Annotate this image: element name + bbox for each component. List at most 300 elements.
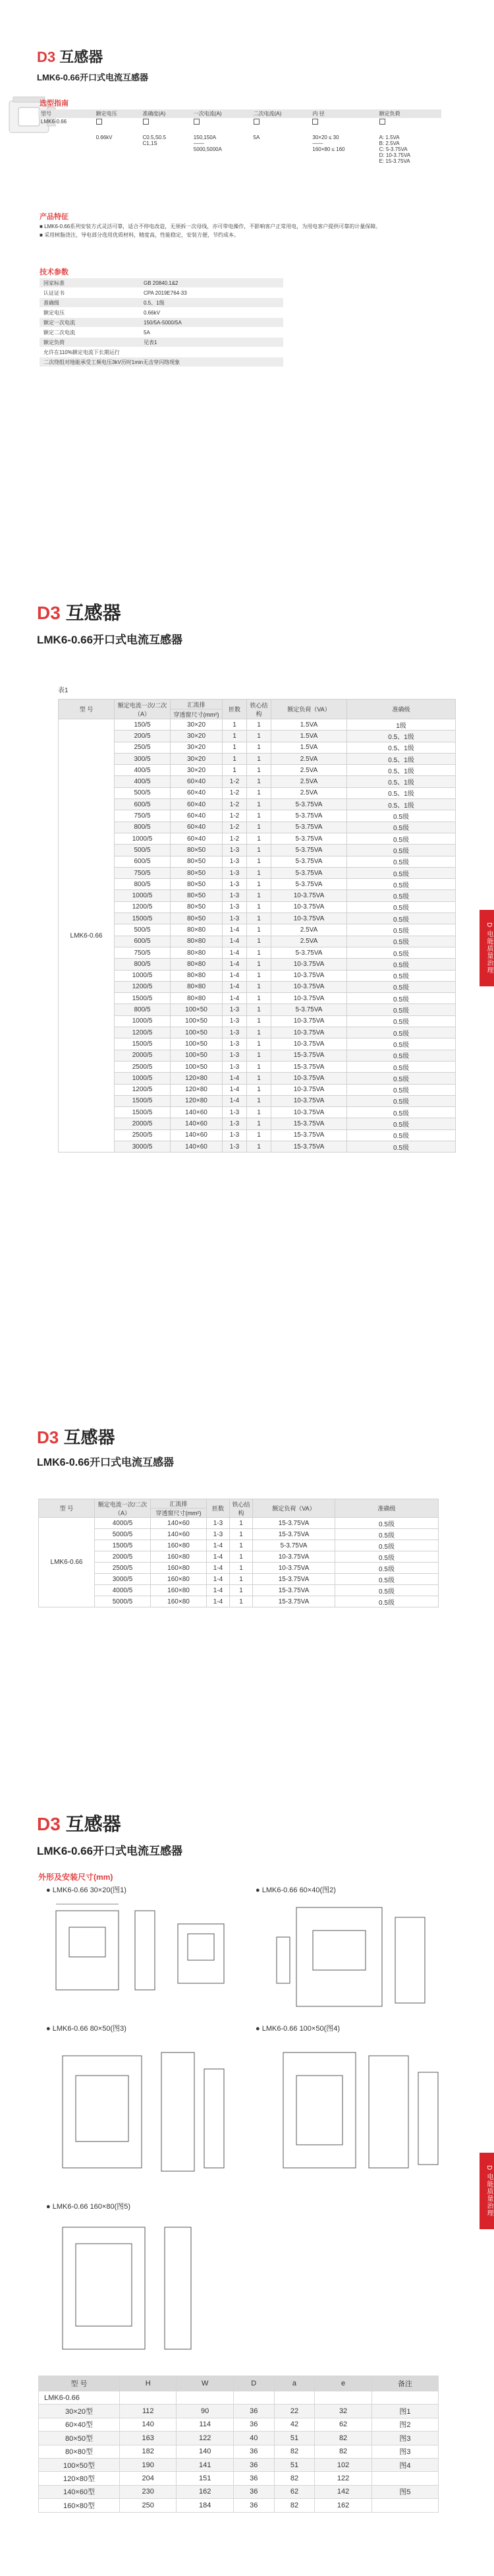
table-cell: 0.5级 bbox=[347, 1129, 456, 1141]
table-cell: 1-4 bbox=[207, 1563, 230, 1574]
checkbox-icon[interactable] bbox=[312, 119, 318, 125]
table-cell: 1-3 bbox=[223, 879, 247, 890]
table-cell: 1 bbox=[247, 1107, 271, 1118]
table-cell: 60×40 bbox=[171, 822, 223, 833]
table-cell: 80×80 bbox=[171, 936, 223, 947]
table-cell: 1-2 bbox=[223, 822, 247, 833]
table-cell: 1 bbox=[247, 731, 271, 742]
sel-header: 内 径 bbox=[310, 109, 376, 118]
sel-voltage: 0.66kV bbox=[96, 135, 113, 141]
sel-load: B: 2.5VA bbox=[379, 140, 400, 147]
table-cell: 15-3.75VA bbox=[271, 1141, 347, 1152]
table-row bbox=[59, 765, 456, 776]
table-cell: 1000/5 bbox=[115, 1073, 171, 1084]
sel-load: D: 10-3.75VA bbox=[379, 152, 411, 159]
features-heading: 产品特征 bbox=[40, 213, 69, 221]
table-cell: 1 bbox=[247, 879, 271, 890]
table-row bbox=[39, 1596, 439, 1607]
table-row bbox=[59, 1073, 456, 1084]
table-cell: 5000/5 bbox=[95, 1596, 151, 1607]
table-cell: 600/5 bbox=[115, 936, 171, 947]
table-cell: 1-3 bbox=[223, 867, 247, 878]
table-row bbox=[59, 822, 456, 833]
table-cell: 1-3 bbox=[223, 1038, 247, 1050]
table-cell: 1 bbox=[223, 719, 247, 731]
table-cell: 80×80 bbox=[171, 959, 223, 970]
table-cell: 114 bbox=[177, 2418, 233, 2431]
table-cell: 1 bbox=[247, 901, 271, 913]
table-cell: 0.5级 bbox=[347, 901, 456, 913]
checkbox-icon[interactable] bbox=[194, 119, 200, 125]
table-cell: 32 bbox=[315, 2405, 371, 2418]
table-cell: 1-4 bbox=[207, 1596, 230, 1607]
table-cell: 40 bbox=[233, 2432, 274, 2445]
table-cell: 1-4 bbox=[223, 947, 247, 958]
table-cell: 0.5级 bbox=[347, 822, 456, 833]
section2-header bbox=[37, 599, 182, 647]
table-cell: 90 bbox=[177, 2405, 233, 2418]
table-cell: 140 bbox=[120, 2418, 177, 2431]
th-load: 额定负荷（VA） bbox=[253, 1499, 335, 1518]
table-cell: 1-4 bbox=[223, 970, 247, 981]
table-cell: 80×50 bbox=[171, 856, 223, 867]
checkbox-icon[interactable] bbox=[143, 119, 149, 125]
side-tab-power-quality[interactable]: D 电能质量治理 bbox=[480, 2153, 494, 2229]
table-cell: 1200/5 bbox=[115, 901, 171, 913]
table-cell: 图3 bbox=[371, 2445, 438, 2458]
table-cell: 600/5 bbox=[115, 799, 171, 810]
th-h: H bbox=[120, 2376, 177, 2391]
table-cell: 1-4 bbox=[207, 1585, 230, 1596]
table-cell: 82 bbox=[274, 2472, 315, 2485]
table-cell: 120×80 bbox=[171, 1095, 223, 1106]
table-row bbox=[59, 1107, 456, 1118]
sel-primary-range: 5000,5000A bbox=[193, 146, 222, 153]
table-cell: 163 bbox=[120, 2432, 177, 2445]
table-cell: 1 bbox=[247, 776, 271, 787]
table-row bbox=[59, 753, 456, 764]
table-cell: 15-3.75VA bbox=[271, 1118, 347, 1129]
table-row bbox=[59, 833, 456, 844]
th-cores: 铁心结构 bbox=[247, 700, 271, 719]
table-cell: 102 bbox=[315, 2458, 371, 2471]
table-cell: 4000/5 bbox=[95, 1585, 151, 1596]
table-cell: 750/5 bbox=[115, 810, 171, 822]
table-cell: 1 bbox=[247, 799, 271, 810]
table-cell: 1-4 bbox=[207, 1551, 230, 1563]
table-cell: 1-3 bbox=[223, 1118, 247, 1129]
table-cell: 160×80 bbox=[151, 1574, 207, 1585]
th-load: 额定负荷（VA） bbox=[271, 700, 347, 719]
table-cell: 0.5级 bbox=[347, 879, 456, 890]
table-cell bbox=[371, 2472, 438, 2485]
table-cell: 0.5级 bbox=[347, 1107, 456, 1118]
table-row bbox=[59, 742, 456, 753]
table-row bbox=[59, 1038, 456, 1050]
section4-subtitle: LMK6-0.66开口式电流互感器 bbox=[37, 1845, 183, 1857]
table-cell: 120×80型 bbox=[39, 2472, 120, 2485]
table-cell: 0.5级 bbox=[347, 1073, 456, 1084]
table-row bbox=[59, 1084, 456, 1095]
th-turns: 匝数 bbox=[223, 700, 247, 719]
table-cell: 10-3.75VA bbox=[271, 993, 347, 1004]
table-cell: 2.5VA bbox=[271, 787, 347, 798]
table-cell: 60×40 bbox=[171, 787, 223, 798]
table-cell: 750/5 bbox=[115, 947, 171, 958]
table-cell: 1-4 bbox=[223, 1095, 247, 1106]
table-row bbox=[59, 1027, 456, 1038]
section1-header bbox=[37, 46, 148, 83]
table-cell: 250 bbox=[120, 2499, 177, 2512]
table-row bbox=[59, 1141, 456, 1152]
table-cell: 80×50 bbox=[171, 867, 223, 878]
table-cell: 15-3.75VA bbox=[271, 1129, 347, 1141]
table-cell: 1-3 bbox=[207, 1529, 230, 1540]
th-model: 型 号 bbox=[39, 2376, 120, 2391]
table-row bbox=[59, 890, 456, 901]
table-cell: 142 bbox=[315, 2485, 371, 2498]
th-window-top: 汇流排 bbox=[171, 700, 223, 709]
table-cell: 5000/5 bbox=[95, 1529, 151, 1540]
table-cell: 0.5、1级 bbox=[347, 753, 456, 764]
table-cell bbox=[371, 2499, 438, 2512]
table-cell: 1 bbox=[247, 1129, 271, 1141]
tech-table bbox=[40, 278, 283, 367]
checkbox-icon[interactable] bbox=[379, 119, 385, 125]
table-row bbox=[39, 2499, 439, 2512]
table-row bbox=[39, 2418, 439, 2431]
table-cell: 80×80 bbox=[171, 993, 223, 1004]
table-cell: 600/5 bbox=[115, 856, 171, 867]
table-row bbox=[59, 1095, 456, 1106]
table-row bbox=[39, 2472, 439, 2485]
section4-header bbox=[37, 1810, 182, 1858]
table-cell: 800/5 bbox=[115, 1004, 171, 1015]
table-cell: 1 bbox=[230, 1551, 253, 1563]
th-cores: 铁心结构 bbox=[230, 1499, 253, 1518]
sel-header: 准确度(A) bbox=[140, 109, 191, 118]
table-cell: 1-4 bbox=[223, 981, 247, 992]
table-cell: 5-3.75VA bbox=[271, 822, 347, 833]
table-cell: 80×50 bbox=[171, 913, 223, 924]
table-cell: 2.5VA bbox=[271, 936, 347, 947]
tech-heading: 技术参数 bbox=[40, 268, 69, 276]
table-cell: 10-3.75VA bbox=[271, 1015, 347, 1027]
table-cell: 1 bbox=[223, 753, 247, 764]
table-cell: 5-3.75VA bbox=[271, 879, 347, 890]
table-row bbox=[39, 1574, 439, 1585]
table-cell: 5-3.75VA bbox=[271, 845, 347, 856]
table-cell: 0.5级 bbox=[347, 1027, 456, 1038]
table-cell: 1 bbox=[247, 765, 271, 776]
spec-table-1 bbox=[58, 699, 456, 1153]
section2-title: D3 互感器 bbox=[37, 603, 121, 623]
fig-label: ● LMK6-0.66 160×80(图5) bbox=[46, 2203, 131, 2211]
table-cell: 82 bbox=[274, 2445, 315, 2458]
table-cell: 60×40 bbox=[171, 810, 223, 822]
table-cell: 1200/5 bbox=[115, 1084, 171, 1095]
table-cell: 10-3.75VA bbox=[271, 981, 347, 992]
table-cell: 1-3 bbox=[223, 1050, 247, 1061]
table-cell: 1 bbox=[247, 856, 271, 867]
table-cell: 162 bbox=[177, 2485, 233, 2498]
table-cell: 100×50 bbox=[171, 1061, 223, 1072]
table-cell: 141 bbox=[177, 2458, 233, 2471]
table-cell: 10-3.75VA bbox=[271, 1095, 347, 1106]
feature-item: ■ 采用树脂浇注，导电部分选用优质材料，精度高，性能稳定，安装方便，节约成本。 bbox=[40, 232, 240, 238]
table-cell: 60×40 bbox=[171, 833, 223, 844]
table-cell: 0.5级 bbox=[347, 1118, 456, 1129]
table-cell: 1-3 bbox=[223, 1107, 247, 1118]
table-cell: 1-4 bbox=[223, 936, 247, 947]
table-cell: 1200/5 bbox=[115, 1027, 171, 1038]
table-cell: 140×60 bbox=[151, 1518, 207, 1529]
table-cell: 1 bbox=[247, 1050, 271, 1061]
table-cell: 图3 bbox=[371, 2432, 438, 2445]
table-row bbox=[59, 901, 456, 913]
table-cell: 图5 bbox=[371, 2485, 438, 2498]
section1-title: D3 互感器 bbox=[37, 49, 103, 65]
table-cell: 0.5级 bbox=[347, 1004, 456, 1015]
table-cell: 36 bbox=[233, 2418, 274, 2431]
table-row bbox=[39, 1585, 439, 1596]
tech-note: 允许在110%额定电流下长期运行 bbox=[40, 347, 283, 357]
table-cell: 0.5级 bbox=[335, 1563, 439, 1574]
sel-header: 型号 bbox=[38, 109, 94, 118]
table-row bbox=[59, 947, 456, 958]
table-cell: 204 bbox=[120, 2472, 177, 2485]
table-row bbox=[59, 879, 456, 890]
table-cell: 5-3.75VA bbox=[271, 810, 347, 822]
features-list bbox=[40, 222, 435, 239]
table-row bbox=[39, 1551, 439, 1563]
table-cell: 0.5、1级 bbox=[347, 731, 456, 742]
table-row bbox=[39, 2432, 439, 2445]
table-cell: 2500/5 bbox=[115, 1129, 171, 1141]
table-cell: 3000/5 bbox=[115, 1141, 171, 1152]
table-cell: 1 bbox=[247, 867, 271, 878]
table-cell: 200/5 bbox=[115, 731, 171, 742]
model-cell: LMK6-0.66 bbox=[39, 1518, 95, 1607]
table-cell: 1-3 bbox=[223, 913, 247, 924]
sel-inner1: 30×20 ≤ 30 bbox=[312, 135, 339, 141]
sel-accuracy2: C1,1S bbox=[142, 140, 157, 147]
th-w: W bbox=[177, 2376, 233, 2391]
table-cell: 图1 bbox=[371, 2405, 438, 2418]
table-cell: 1 bbox=[230, 1529, 253, 1540]
table-cell: 30×20 bbox=[171, 719, 223, 731]
table-cell: 400/5 bbox=[115, 765, 171, 776]
dims-table bbox=[38, 2376, 439, 2513]
table-cell: 36 bbox=[233, 2485, 274, 2498]
table-cell: 0.5级 bbox=[347, 856, 456, 867]
table-row bbox=[39, 1518, 439, 1529]
table-cell: 80×80 bbox=[171, 924, 223, 936]
tech-key: 额定负荷 bbox=[40, 338, 140, 347]
table-cell: 1000/5 bbox=[115, 890, 171, 901]
tech-value: 5A bbox=[140, 328, 283, 338]
th-window: 穿透窗尺寸(mm²) bbox=[171, 709, 223, 719]
table-cell: 1.5VA bbox=[271, 719, 347, 731]
table-cell: 1000/5 bbox=[115, 970, 171, 981]
th-model: 型 号 bbox=[39, 1499, 95, 1518]
table-cell: 图4 bbox=[371, 2458, 438, 2471]
table-cell: 0.5级 bbox=[347, 867, 456, 878]
table-cell: 1 bbox=[247, 833, 271, 844]
table-cell: 10-3.75VA bbox=[271, 959, 347, 970]
table-cell: 1 bbox=[247, 1073, 271, 1084]
table-cell: 160×80 bbox=[151, 1540, 207, 1551]
tech-key: 国家标准 bbox=[40, 278, 140, 288]
feature-item: ■ LMK6-0.66系列安装方式灵活可靠，适合不停电改造，无须拆一次母线，亦可带电操作，不影响客户正常用电，为用电客户提供可靠的计量保障。 bbox=[40, 224, 381, 229]
th-class: 准确级 bbox=[347, 700, 456, 719]
table-cell: 10-3.75VA bbox=[271, 970, 347, 981]
table-cell: 82 bbox=[274, 2499, 315, 2512]
table-cell: 1-4 bbox=[223, 1084, 247, 1095]
table-cell: 800/5 bbox=[115, 879, 171, 890]
table-cell: 2500/5 bbox=[115, 1061, 171, 1072]
selection-guide-table: 型号 额定电压 准确度(A) 一次电流(A) 二次电流(A) 内 径 额定负荷 LMK6-0.66 0.66kV C0.5,S0.5 C1,1S 150,150A —— 5000,5000A 5A 30×20 ≤ 30 —— 160×80 ≤ 160 A: 1.5VA B: 2.5VA C: 5-3.75VA D: 10-3.75VA E: 15-3.75VA bbox=[38, 109, 441, 165]
table-cell: 10-3.75VA bbox=[271, 901, 347, 913]
tech-note: 二次绕组对地能承受工频电压3kV历时1min无击穿闪络现象 bbox=[40, 357, 283, 367]
table-cell: 0.5级 bbox=[347, 1141, 456, 1152]
table-cell: 0.5级 bbox=[335, 1574, 439, 1585]
sel-load: C: 5-3.75VA bbox=[379, 146, 408, 153]
table-cell: 36 bbox=[233, 2405, 274, 2418]
table-row bbox=[59, 1050, 456, 1061]
table-cell: 1 bbox=[247, 742, 271, 753]
sel-load: E: 15-3.75VA bbox=[379, 158, 410, 165]
table-cell: 0.5级 bbox=[335, 1585, 439, 1596]
checkbox-icon[interactable] bbox=[96, 119, 102, 125]
table-cell: 160×80 bbox=[151, 1585, 207, 1596]
table-cell: 80×80 bbox=[171, 970, 223, 981]
table-cell: 1 bbox=[230, 1518, 253, 1529]
table-cell: 1-3 bbox=[223, 845, 247, 856]
table-cell: 1-3 bbox=[223, 1015, 247, 1027]
table-cell: 800/5 bbox=[115, 822, 171, 833]
table-cell: 0.5、1级 bbox=[347, 776, 456, 787]
th-class: 准确级 bbox=[335, 1499, 439, 1518]
fig-label: ● LMK6-0.66 80×50(图3) bbox=[46, 2025, 126, 2033]
table-cell: 10-3.75VA bbox=[253, 1551, 335, 1563]
table-cell: 1-3 bbox=[223, 890, 247, 901]
table-cell: 80×80型 bbox=[39, 2445, 120, 2458]
tech-key: 额定二次电流 bbox=[40, 328, 140, 338]
sel-header: 二次电流(A) bbox=[251, 109, 310, 118]
table-cell: 1级 bbox=[347, 719, 456, 731]
table-cell: 1-4 bbox=[223, 959, 247, 970]
section3-title: D3 互感器 bbox=[37, 1427, 115, 1447]
table-cell: 1 bbox=[247, 1038, 271, 1050]
table-row bbox=[59, 731, 456, 742]
table-cell: 82 bbox=[315, 2432, 371, 2445]
table-cell: 2000/5 bbox=[115, 1050, 171, 1061]
drawing-fig4 bbox=[263, 2036, 448, 2188]
table-cell: 1-4 bbox=[207, 1574, 230, 1585]
table-row bbox=[59, 981, 456, 992]
table-cell: 1 bbox=[230, 1585, 253, 1596]
th-window-top: 汇流排 bbox=[151, 1499, 207, 1509]
group-label: LMK6-0.66 bbox=[39, 2391, 120, 2405]
table-cell: 51 bbox=[274, 2458, 315, 2471]
fig-label: ● LMK6-0.66 60×40(图2) bbox=[256, 1886, 336, 1894]
table-cell: 1500/5 bbox=[115, 913, 171, 924]
table-cell: 1-4 bbox=[223, 924, 247, 936]
checkbox-icon[interactable] bbox=[254, 119, 260, 125]
table-cell: 112 bbox=[120, 2405, 177, 2418]
table-cell: 0.5级 bbox=[335, 1551, 439, 1563]
table-cell: 1500/5 bbox=[95, 1540, 151, 1551]
sel-inner2: 160×80 ≤ 160 bbox=[312, 146, 345, 153]
tech-value: 0.66kV bbox=[140, 308, 283, 318]
table-cell: 0.5级 bbox=[347, 1050, 456, 1061]
side-tab-power-quality[interactable]: D 电能质量治理 bbox=[480, 910, 494, 986]
table-cell: 160×80型 bbox=[39, 2499, 120, 2512]
sel-header: 一次电流(A) bbox=[191, 109, 251, 118]
table-cell: 0.5级 bbox=[347, 959, 456, 970]
table-cell: 30×20 bbox=[171, 731, 223, 742]
table-row bbox=[59, 936, 456, 947]
table-row bbox=[59, 845, 456, 856]
table-cell: 1.5VA bbox=[271, 731, 347, 742]
th-d: D bbox=[233, 2376, 274, 2391]
table-row bbox=[59, 867, 456, 878]
table-cell: 151 bbox=[177, 2472, 233, 2485]
table-cell: 1 bbox=[247, 959, 271, 970]
table-cell: 1-3 bbox=[223, 1061, 247, 1072]
table-row bbox=[59, 959, 456, 970]
model-cell: LMK6-0.66 bbox=[59, 719, 115, 1153]
table-cell: 1 bbox=[230, 1563, 253, 1574]
table-cell: 500/5 bbox=[115, 924, 171, 936]
table-cell: 190 bbox=[120, 2458, 177, 2471]
table-cell: 1200/5 bbox=[115, 981, 171, 992]
table-row bbox=[59, 776, 456, 787]
table-cell: 1 bbox=[223, 731, 247, 742]
section2-subtitle: LMK6-0.66开口式电流互感器 bbox=[37, 634, 183, 646]
table-cell: 2.5VA bbox=[271, 753, 347, 764]
table-cell: 0.5级 bbox=[347, 981, 456, 992]
table-cell: 2500/5 bbox=[95, 1563, 151, 1574]
table-cell: 80×50 bbox=[171, 901, 223, 913]
table-cell: 160×80 bbox=[151, 1551, 207, 1563]
table-cell: 1 bbox=[247, 947, 271, 958]
table-cell: 1 bbox=[247, 924, 271, 936]
table-cell: 5-3.75VA bbox=[271, 799, 347, 810]
table-cell: 140×60型 bbox=[39, 2485, 120, 2498]
table-cell: 1 bbox=[247, 913, 271, 924]
table-row bbox=[59, 1129, 456, 1141]
table-cell: 4000/5 bbox=[95, 1518, 151, 1529]
tech-key: 准确级 bbox=[40, 298, 140, 308]
table-cell: 1-3 bbox=[223, 1141, 247, 1152]
table-row bbox=[59, 1015, 456, 1027]
table-cell: 15-3.75VA bbox=[253, 1518, 335, 1529]
table-cell: 120×80 bbox=[171, 1084, 223, 1095]
tech-key: 认证证书 bbox=[40, 288, 140, 298]
table-cell: 30×20 bbox=[171, 742, 223, 753]
sel-accuracy: C0.5,S0.5 bbox=[142, 135, 167, 141]
table-cell: 1-3 bbox=[223, 1027, 247, 1038]
table-cell: 5-3.75VA bbox=[253, 1540, 335, 1551]
table-cell: 5-3.75VA bbox=[271, 867, 347, 878]
section3-header bbox=[37, 1424, 174, 1469]
table-row bbox=[39, 2458, 439, 2471]
table-cell: 1 bbox=[247, 1061, 271, 1072]
section3-subtitle: LMK6-0.66开口式电流互感器 bbox=[37, 1457, 175, 1468]
table-cell: 1-4 bbox=[223, 1073, 247, 1084]
